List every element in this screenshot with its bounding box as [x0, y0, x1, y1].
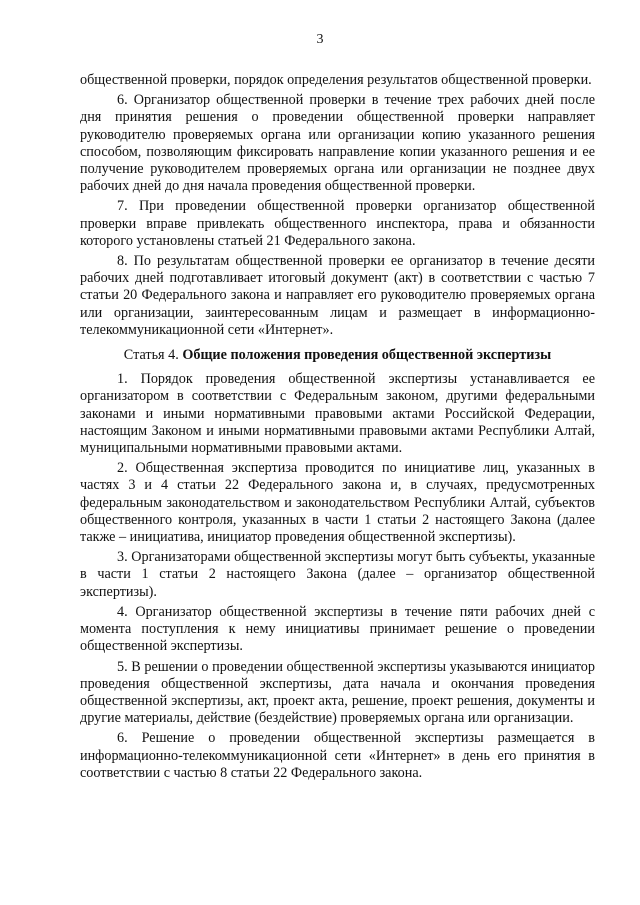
article-prefix: Статья 4.	[123, 347, 179, 364]
paragraph-item-8: 8. По результатам общественной проверки ее организатор в течение десяти рабочих дней подготавливает итоговый документ (акт) в соответствии с частью 7 статьи 20 Федерального закона и направляет его руководителю проверяемых органа или организации, заинтересованным лицам и размещает в информационно-телекоммуникационной сети «Интернет».	[80, 253, 595, 338]
paragraph-item-2: 2. Общественная экспертиза проводится по инициативе лиц, указанных в частях 3 и 4 статьи 22 Федерального закона и, в случаях, предусмотренных федеральным законодательством и законодательством Республики Алтай, субъектов общественного контроля, указанных в части 1 статьи 2 настоящего Закона (далее также – инициатива, инициатор проведения общественной экспертизы).	[80, 460, 595, 546]
paragraph-item-6b: 6. Решение о проведении общественной экспертизы размещается в информационно-телекоммуникационной сети «Интернет» в день его принятия в соответствии с частью 8 статьи 22 Федерального закона.	[80, 730, 595, 781]
paragraph-item-4: 4. Организатор общественной экспертизы в течение пяти рабочих дней с момента поступления к нему инициативы принимает решение о проведении общественной экспертизы.	[80, 603, 595, 655]
article-heading	[80, 347, 595, 364]
page-number: 3	[316, 32, 324, 47]
paragraph-item-6: 6. Организатор общественной проверки в течение трех рабочих дней после дня принятия решения о проведении общественной проверки направляет руководителю проверяемых органа или организации копию указанного решения способом, позволяющим фиксировать направление копии указанного решения и ее получение руководителем проверяемых органа или организации не позднее двух рабочих дней до дня начала проведения общественной проверки.	[80, 92, 595, 195]
document-body	[80, 72, 595, 785]
continuation-paragraph: общественной проверки, порядок определения результатов общественной проверки.	[80, 72, 592, 88]
paragraph-item-3: 3. Организаторами общественной экспертизы могут быть субъекты, указанные в части 1 статьи 2 настоящего Закона (далее – организатор общественной экспертизы).	[80, 549, 595, 600]
paragraph-item-1: 1. Порядок проведения общественной экспертизы устанавливается ее организатором в соответствии с Федеральным законом, другими федеральными законами и иными нормативными правовыми актами Российской Федерации, настоящим Законом и иными нормативными правовыми актами Республики Алтай, муниципальными нормативными правовыми актами.	[80, 371, 595, 457]
paragraph-item-7: 7. При проведении общественной проверки организатор общественной проверки вправе привлекать общественного инспектора, права и обязанности которого установлены статьей 21 Федерального закона.	[80, 198, 595, 249]
article-title: Общие положения проведения общественной экспертизы	[182, 347, 552, 364]
paragraph-item-5: 5. В решении о проведении общественной экспертизы указываются инициатор проведения общественной экспертизы, дата начала и окончания проведения общественной экспертизы, акт, проект акта, решение, проект решения, документы и другие материалы, действие (бездействие) проверяемых органа или организации.	[80, 658, 595, 727]
